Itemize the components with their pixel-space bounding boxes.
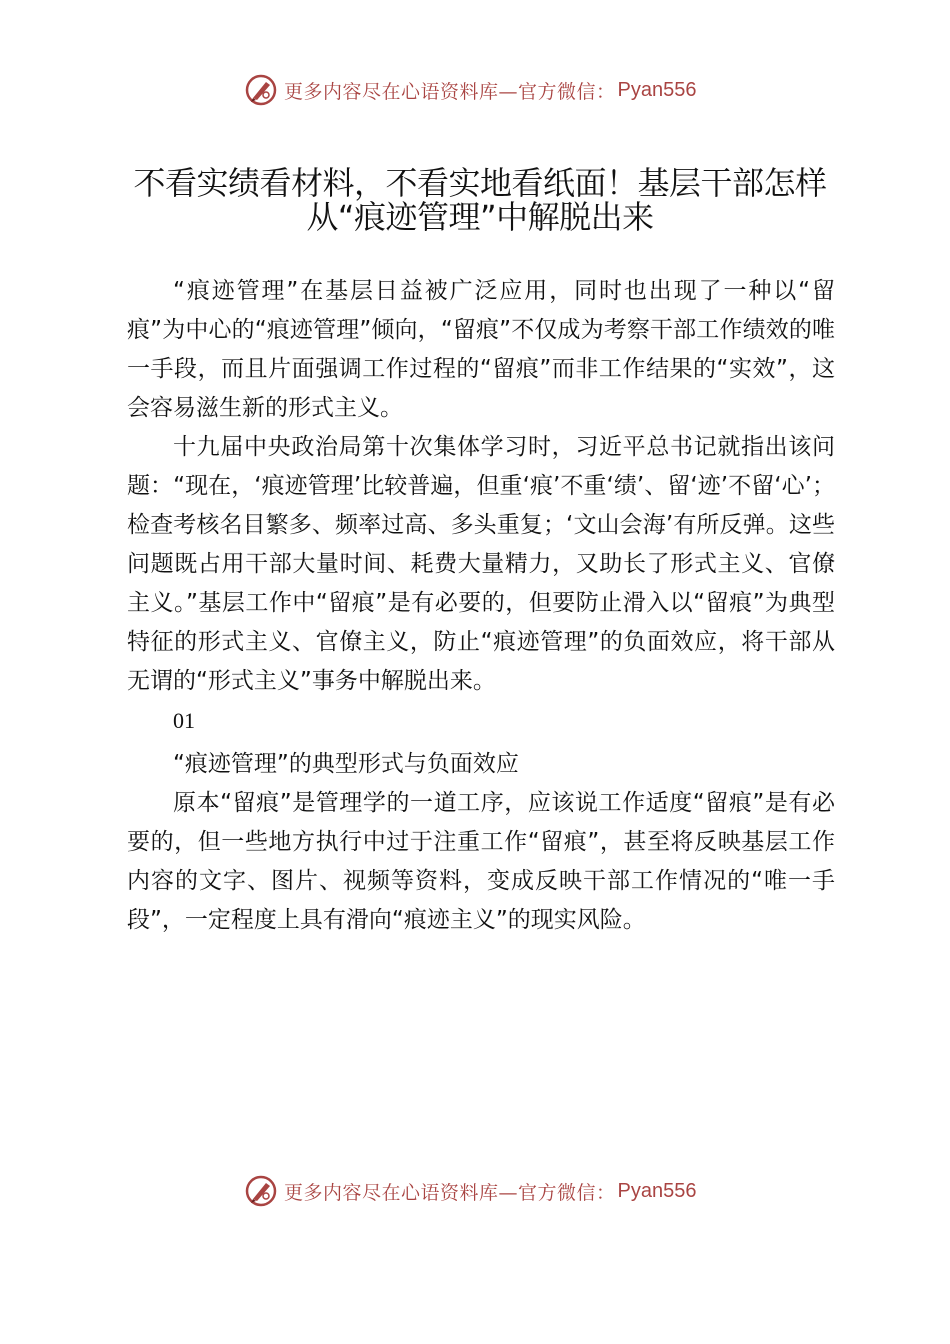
paragraph: “痕迹管理”在基层日益被广泛应用，同时也出现了一种以“留痕”为中心的“痕迹管理”倾向，“留痕”不仅成为考察干部工作绩效的唯一手段，而且片面强调工作过程的“留痕”而非工作结果的“实效”，这会容易滋生新的形式主义。 bbox=[127, 278, 835, 421]
header-banner bbox=[244, 72, 764, 108]
article-title: 不看实绩看材料，不看实地看纸面！基层干部怎样从“痕迹管理”中解脱出来 bbox=[133, 164, 827, 236]
section-number: 01 bbox=[173, 708, 195, 733]
banner-wechat-id: Pyan556 bbox=[617, 78, 697, 101]
pen-logo-icon bbox=[244, 1174, 278, 1208]
footer-banner bbox=[244, 1173, 764, 1209]
banner-wechat-id: Pyan556 bbox=[617, 1179, 697, 1202]
section-heading: “痕迹管理”的典型形式与负面效应 bbox=[173, 751, 519, 777]
banner-text: 更多内容尽在心语资料库—官方微信： bbox=[284, 80, 616, 103]
paragraph: 原本“留痕”是管理学的一道工序，应该说工作适度“留痕”是有必要的，但一些地方执行中过于注重工作“留痕”，甚至将反映基层工作内容的文字、图片、视频等资料，变成反映干部工作情况的“唯一手段”，一定程度上具有滑向“痕迹主义”的现实风险。 bbox=[127, 790, 835, 933]
banner-text: 更多内容尽在心语资料库—官方微信： bbox=[284, 1181, 616, 1204]
pen-logo-icon bbox=[244, 73, 278, 107]
paragraph: 十九届中央政治局第十次集体学习时，习近平总书记就指出该问题：“现在，‘痕迹管理’比较普遍，但重‘痕’不重‘绩’、留‘迹’不留‘心’；检查考核名目繁多、频率过高、多头重复；‘文山会海’有所反弹。这些问题既占用干部大量时间、耗费大量精力，又助长了形式主义、官僚主义。”基层工作中“留痕”是有必要的，但要防止滑入以“留痕”为典型特征的形式主义、官僚主义，防止“痕迹管理”的负面效应，将干部从无谓的“形式主义”事务中解脱出来。 bbox=[127, 434, 835, 694]
article-body bbox=[127, 272, 835, 940]
